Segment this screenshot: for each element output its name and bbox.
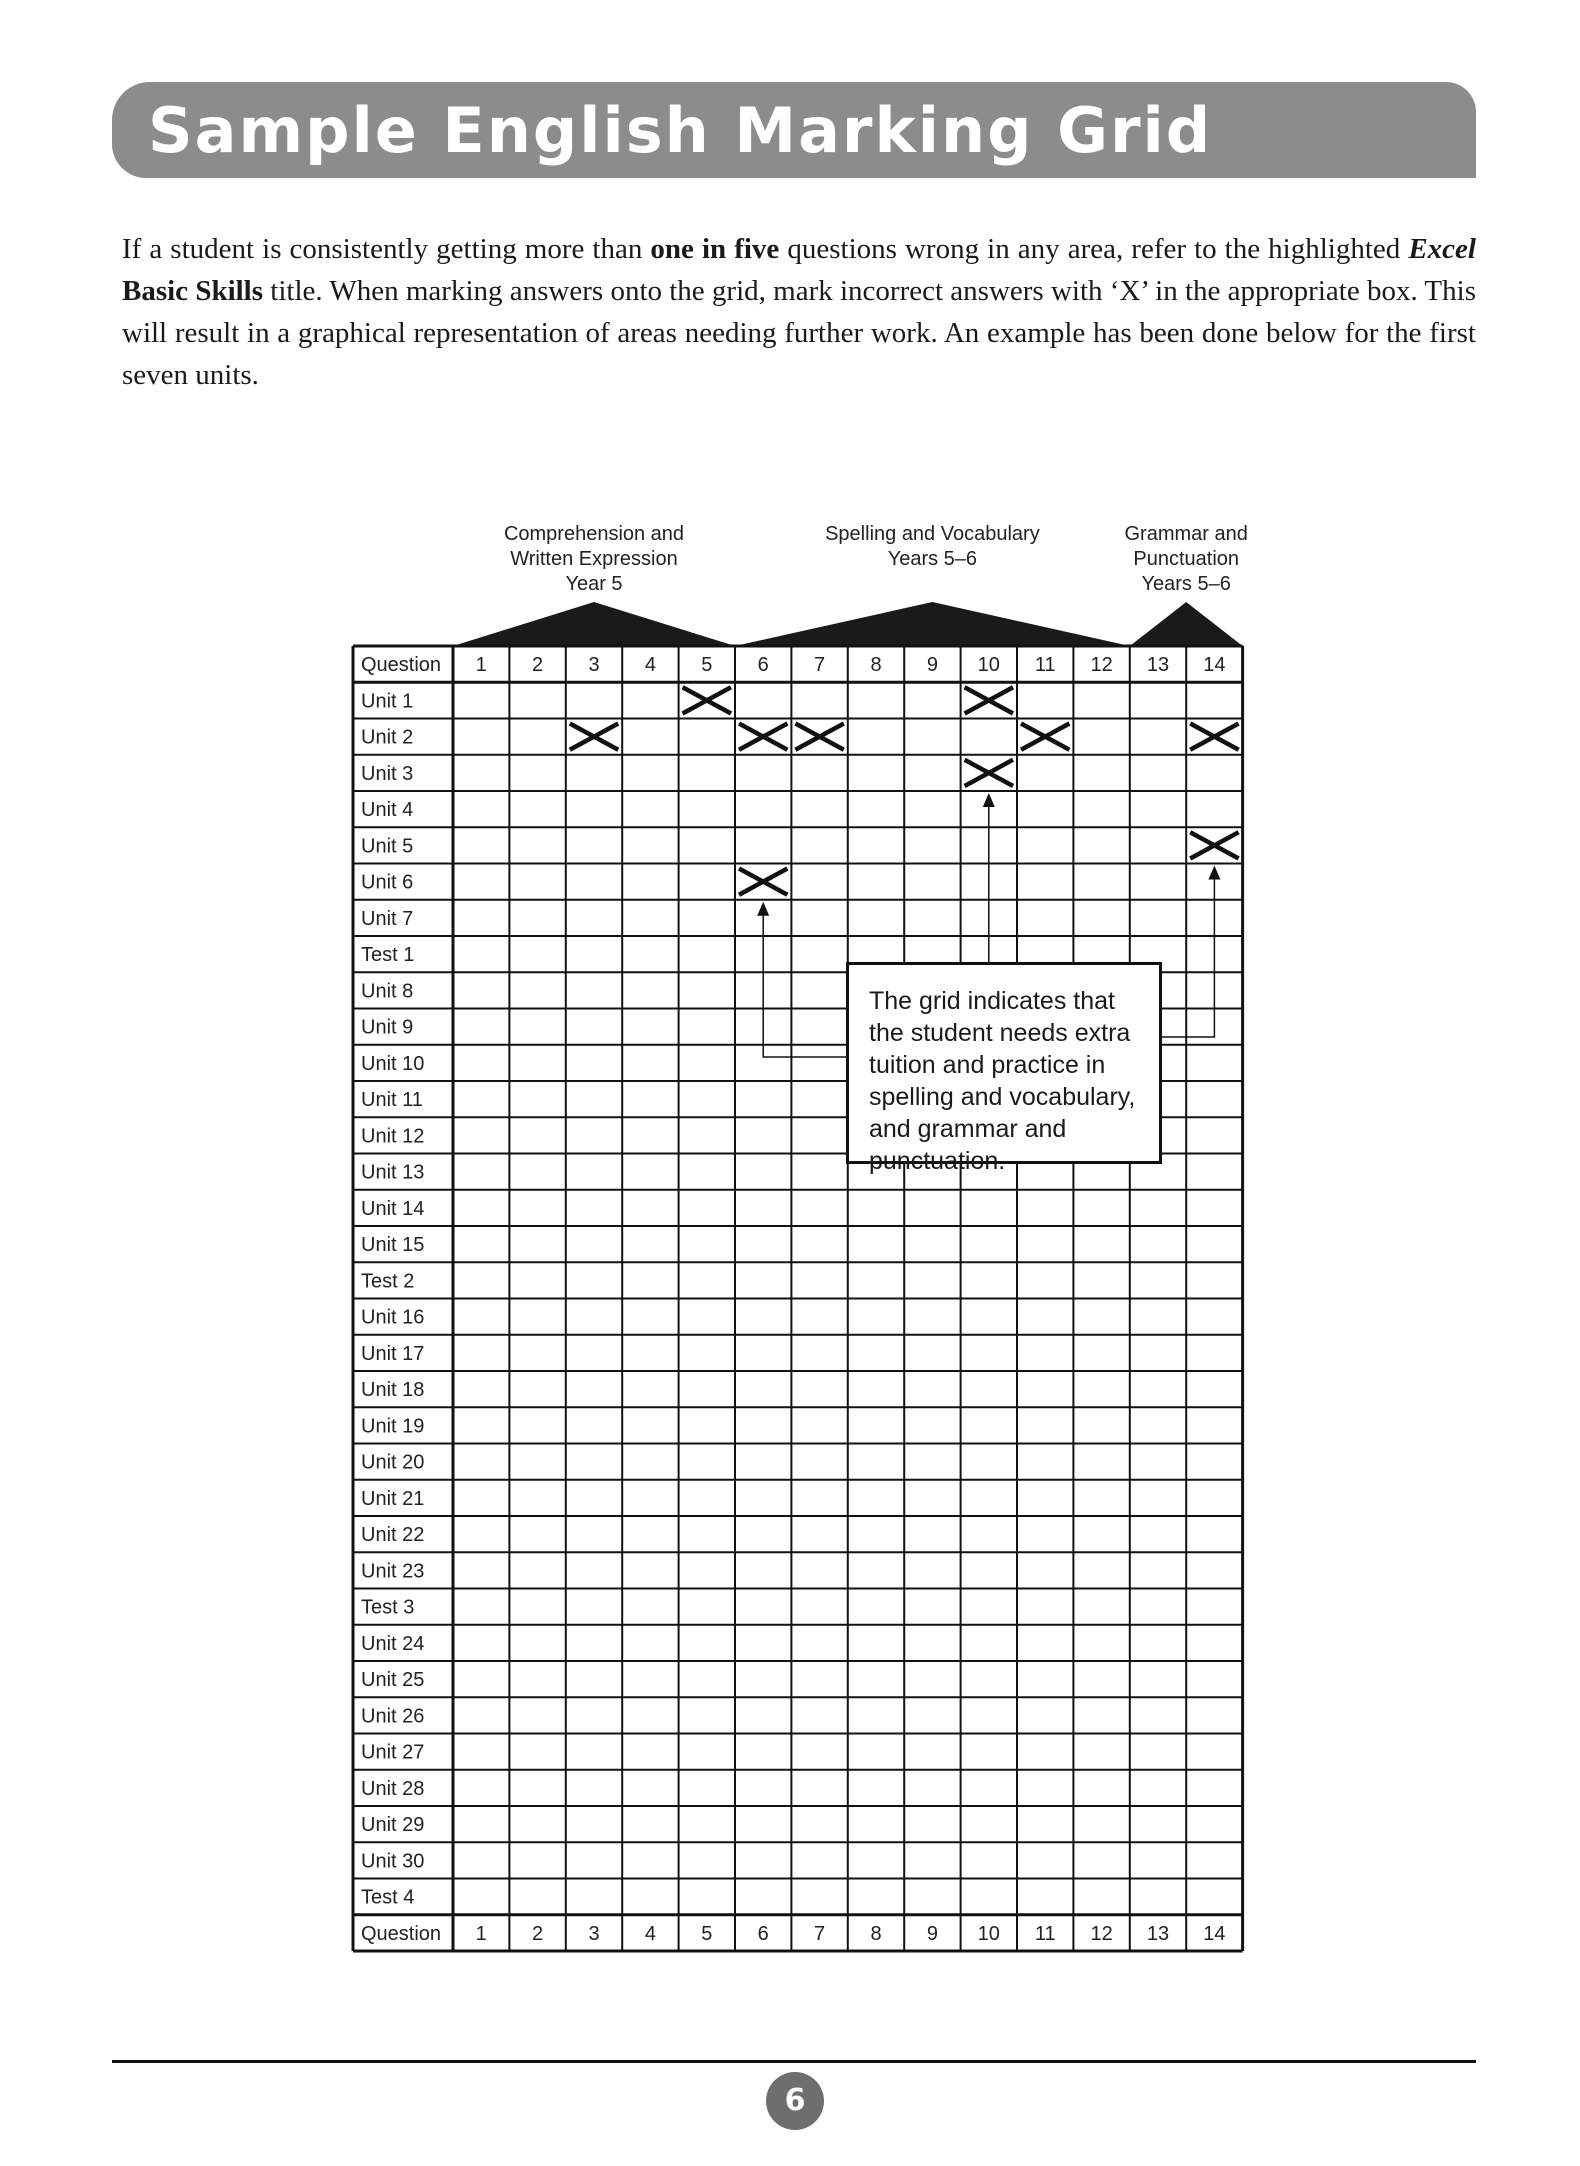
incorrect-mark: [683, 687, 731, 713]
row-label: Unit 26: [361, 1705, 425, 1728]
arrow-head: [1208, 866, 1220, 880]
row-label: Unit 30: [361, 1850, 425, 1873]
question-number: 8: [870, 654, 882, 677]
row-label: Test 2: [361, 1270, 415, 1293]
question-number: 7: [814, 654, 826, 677]
row-label: Unit 22: [361, 1524, 425, 1547]
row-label: Unit 17: [361, 1342, 425, 1365]
intro-text-1: If a student is consistently getting more than: [122, 233, 651, 265]
question-number: 3: [588, 1922, 600, 1945]
row-label: Unit 8: [361, 980, 414, 1003]
row-label: Unit 28: [361, 1777, 425, 1800]
question-number: 10: [977, 654, 1000, 677]
arrow-head: [983, 793, 995, 807]
incorrect-mark: [1021, 724, 1069, 750]
section-header-label: Written Expression: [510, 548, 678, 570]
question-number: 4: [644, 654, 656, 677]
arrow-head: [757, 902, 769, 916]
section-header-label: Grammar and: [1124, 523, 1248, 545]
row-label: Test 3: [361, 1596, 415, 1619]
row-label: Unit 13: [361, 1161, 425, 1184]
question-row-label: Question: [361, 1922, 442, 1945]
row-label: Unit 9: [361, 1016, 414, 1039]
row-label: Unit 27: [361, 1741, 425, 1764]
question-number: 13: [1146, 654, 1170, 677]
incorrect-mark: [1190, 724, 1238, 750]
row-label: Unit 24: [361, 1632, 425, 1655]
section-band: [1130, 602, 1243, 646]
incorrect-mark: [1190, 832, 1238, 858]
incorrect-mark: [965, 760, 1013, 786]
row-label: Test 1: [361, 944, 415, 967]
question-number: 6: [757, 654, 769, 677]
question-number: 9: [926, 1922, 938, 1945]
row-label: Unit 29: [361, 1814, 425, 1837]
row-label: Unit 11: [361, 1089, 423, 1112]
question-number: 12: [1090, 1922, 1113, 1945]
question-number: 3: [588, 654, 600, 677]
row-label: Unit 21: [361, 1487, 425, 1510]
question-number: 5: [701, 1922, 713, 1945]
row-label: Unit 23: [361, 1560, 425, 1583]
incorrect-mark: [739, 724, 787, 750]
intro-text-3: title. When marking answers onto the grid, mark incorrect answers with ‘X’ in the appropriate box. This will result in a graphical representation of areas needing further work. An example has been done below for the first seven units.: [122, 275, 1476, 391]
brand-name: Excel: [1408, 233, 1476, 265]
intro-text-2: questions wrong in any area, refer to the highlighted: [779, 233, 1409, 265]
question-number: 7: [814, 1922, 826, 1945]
incorrect-mark: [739, 869, 787, 895]
row-label: Unit 2: [361, 726, 414, 749]
question-number: 1: [475, 1922, 487, 1945]
question-number: 13: [1146, 1922, 1170, 1945]
callout-connector: [1162, 878, 1214, 1038]
section-header-label: Years 5–6: [887, 548, 978, 570]
footer-rule: [112, 2060, 1476, 2063]
callout-box: The grid indicates that the student needs extra tuition and practice in spelling and vocabulary, and grammar and punctuation.: [846, 962, 1162, 1164]
incorrect-mark: [570, 724, 618, 750]
row-label: Unit 14: [361, 1197, 425, 1220]
row-label: Unit 19: [361, 1415, 425, 1438]
page-number: 6: [766, 2072, 824, 2130]
section-header-label: Spelling and Vocabulary: [825, 523, 1040, 545]
question-number: 9: [926, 654, 938, 677]
question-number: 4: [644, 1922, 656, 1945]
row-label: Unit 10: [361, 1052, 425, 1075]
section-header-label: Year 5: [565, 573, 623, 595]
question-number: 1: [475, 654, 487, 677]
row-label: Test 4: [361, 1886, 415, 1909]
question-number: 2: [532, 1922, 544, 1945]
section-header-label: Comprehension and: [503, 523, 685, 545]
row-label: Unit 7: [361, 907, 414, 930]
row-label: Unit 4: [361, 799, 414, 822]
row-label: Unit 1: [361, 690, 414, 713]
question-row-label: Question: [361, 654, 442, 677]
row-label: Unit 16: [361, 1306, 425, 1329]
section-band: [735, 602, 1130, 646]
row-label: Unit 6: [361, 871, 414, 894]
row-label: Unit 12: [361, 1125, 425, 1148]
question-number: 5: [701, 654, 713, 677]
page-title: Sample English Marking Grid: [148, 94, 1213, 167]
series-name: Basic Skills: [122, 275, 264, 307]
incorrect-mark: [965, 687, 1013, 713]
row-label: Unit 20: [361, 1451, 425, 1474]
question-number: 11: [1034, 654, 1056, 677]
section-band: [453, 602, 735, 646]
question-number: 10: [977, 1922, 1000, 1945]
section-header-label: Years 5–6: [1141, 573, 1231, 595]
question-number: 12: [1090, 654, 1113, 677]
row-label: Unit 3: [361, 762, 414, 785]
question-number: 14: [1203, 654, 1226, 677]
question-number: 14: [1203, 1922, 1226, 1945]
question-number: 2: [532, 654, 544, 677]
row-label: Unit 18: [361, 1379, 425, 1402]
section-header-label: Punctuation: [1133, 548, 1240, 570]
incorrect-mark: [795, 724, 843, 750]
intro-emphasis: one in five: [650, 233, 780, 265]
question-number: 11: [1034, 1922, 1056, 1945]
row-label: Unit 25: [361, 1669, 425, 1692]
question-number: 8: [870, 1922, 882, 1945]
row-label: Unit 5: [361, 835, 414, 858]
row-label: Unit 15: [361, 1234, 425, 1257]
question-number: 6: [757, 1922, 769, 1945]
